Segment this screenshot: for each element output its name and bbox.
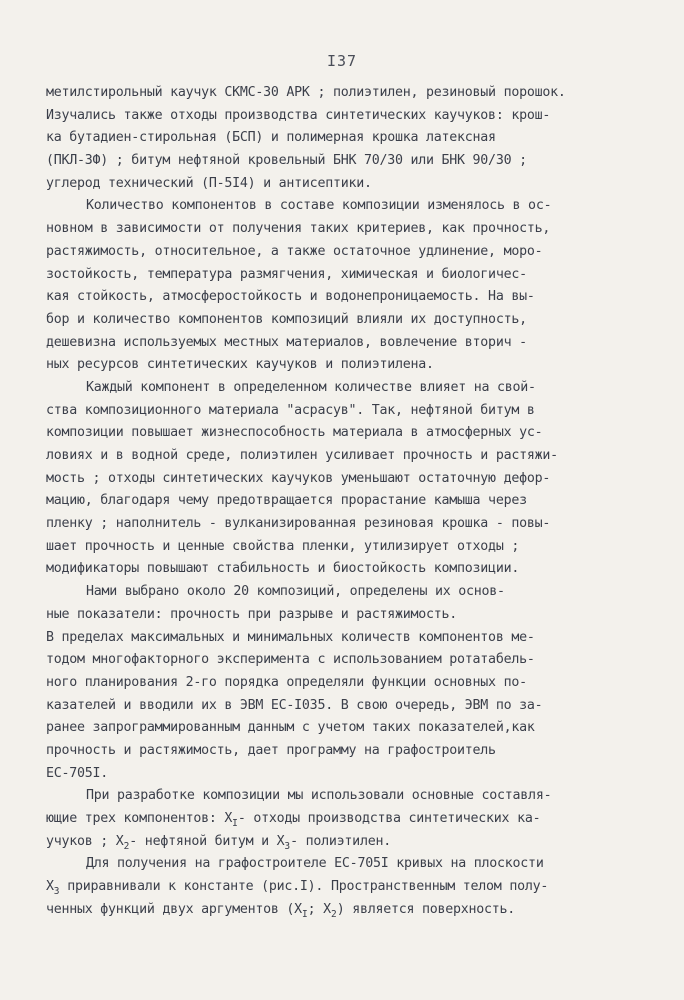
text-line: метилстирольный каучук СКМС-30 АРК ; полиэтилен, резиновый порошок. bbox=[46, 85, 566, 100]
text-line: зостойкость, температура размягчения, химическая и биологичес- bbox=[46, 266, 527, 282]
text-line: Каждый компонент в определенном количестве влияет на свой- bbox=[86, 379, 536, 395]
text-line: ные показатели: прочность при разрыве и растяжимость. bbox=[46, 606, 458, 622]
subscript: 2 bbox=[123, 840, 130, 852]
text-line: ловиях и в водной среде, полиэтилен усиливает прочность и растяжи- bbox=[46, 448, 558, 463]
subscript: 3 bbox=[284, 840, 291, 852]
text-line: В пределах максимальных и минимальных количеств компонентов ме- bbox=[46, 629, 535, 645]
body-text bbox=[46, 82, 666, 921]
text-fragment: - отходы производства синтетических ка- bbox=[237, 811, 541, 826]
text-fragment: ; X bbox=[307, 901, 331, 917]
text-line: ЕС-705I. bbox=[46, 765, 109, 781]
text-line: ранее запрограммированным данным с учетом таких показателей,как bbox=[46, 720, 535, 736]
text-line: шает прочность и ценные свойства пленки, утилизирует отходы ; bbox=[46, 538, 520, 554]
text-fragment: X bbox=[46, 879, 54, 895]
text-line bbox=[46, 853, 666, 876]
text-line: новном в зависимости от получения таких критериев, как прочность, bbox=[46, 221, 551, 237]
text-fragment: - нефтяной битум и X bbox=[129, 833, 285, 849]
text-line: ка бутадиен-стирольная (БСП) и полимерная крошка латексная bbox=[46, 130, 496, 146]
text-line: кая стойкость, атмосферостойкость и водонепроницаемость. На вы- bbox=[46, 289, 535, 305]
subscript: 2 bbox=[330, 908, 337, 920]
text-line: ного планирования 2-го порядка определяли функции основных по- bbox=[46, 674, 527, 690]
text-line bbox=[46, 831, 666, 854]
text-fragment: ) является поверхность. bbox=[336, 901, 516, 917]
paragraph-lines bbox=[46, 82, 666, 808]
text-line bbox=[46, 899, 666, 922]
text-line: Нами выбрано около 20 композиций, определены их основ- bbox=[86, 584, 505, 600]
subscript: 3 bbox=[53, 886, 60, 898]
text-line: углерод технический (П-5I4) и антисептики. bbox=[46, 175, 372, 191]
text-line: композиции повышает жизнеспособность материала в атмосферных ус- bbox=[46, 425, 543, 441]
text-line: казателей и вводили их в ЭВМ ЕС-I035. В свою очередь, ЭВМ по за- bbox=[46, 697, 543, 713]
text-line: ных ресурсов синтетических каучуков и полиэтилена. bbox=[46, 357, 434, 373]
text-line: Количество компонентов в составе композиции изменялось в ос- bbox=[86, 198, 552, 214]
text-line: Изучались также отходы производства синтетических каучуков: крош- bbox=[46, 107, 551, 123]
text-line: бор и количество компонентов композиций влияли их доступность, bbox=[46, 311, 527, 327]
text-fragment: - полиэтилен. bbox=[290, 833, 391, 849]
text-fragment: приравнивали к константе (рис.I). Пространственным телом полу- bbox=[59, 879, 549, 895]
page-number: I37 bbox=[326, 52, 358, 70]
text-fragment: ченных функций двух аргументов (X bbox=[46, 901, 302, 917]
text-fragment: ющие трех компонентов: X bbox=[46, 811, 233, 826]
text-line: При разработке композиции мы использовали основные составля- bbox=[86, 788, 552, 804]
subscript: I bbox=[232, 818, 238, 829]
subscript: I bbox=[301, 908, 308, 920]
text-line bbox=[46, 876, 666, 899]
text-line: пленку ; наполнитель - вулканизированная резиновая крошка - повы- bbox=[46, 516, 551, 532]
text-line: мость ; отходы синтетических каучуков уменьшают остаточную дефор- bbox=[46, 470, 551, 486]
text-fragment: Для получения на графостроителе ЕС-705I кривых на плоскости bbox=[86, 856, 544, 872]
text-line: (ПКЛ-ЗФ) ; битум нефтяной кровельный БНК 70/30 или БНК 90/30 ; bbox=[46, 153, 527, 169]
text-line: дешевизна используемых местных материалов, вовлечение вторич - bbox=[46, 334, 527, 350]
text-line: растяжимость, относительное, а также остаточное удлинение, моро- bbox=[46, 243, 543, 259]
text-line: ства композиционного материала "асрасув". Так, нефтяной битум в bbox=[46, 402, 535, 418]
text-fragment: учуков ; X bbox=[46, 833, 124, 849]
text-line: прочность и растяжимость, дает программу на графостроитель bbox=[46, 742, 496, 758]
text-line: тодом многофакторного эксперимента с использованием ротатабель- bbox=[46, 652, 535, 668]
text-line bbox=[46, 808, 666, 831]
text-line: мацию, благодаря чему предотвращается прорастание камыша через bbox=[46, 493, 527, 509]
text-line: модификаторы повышают стабильность и биостойкость композиции. bbox=[46, 561, 520, 577]
